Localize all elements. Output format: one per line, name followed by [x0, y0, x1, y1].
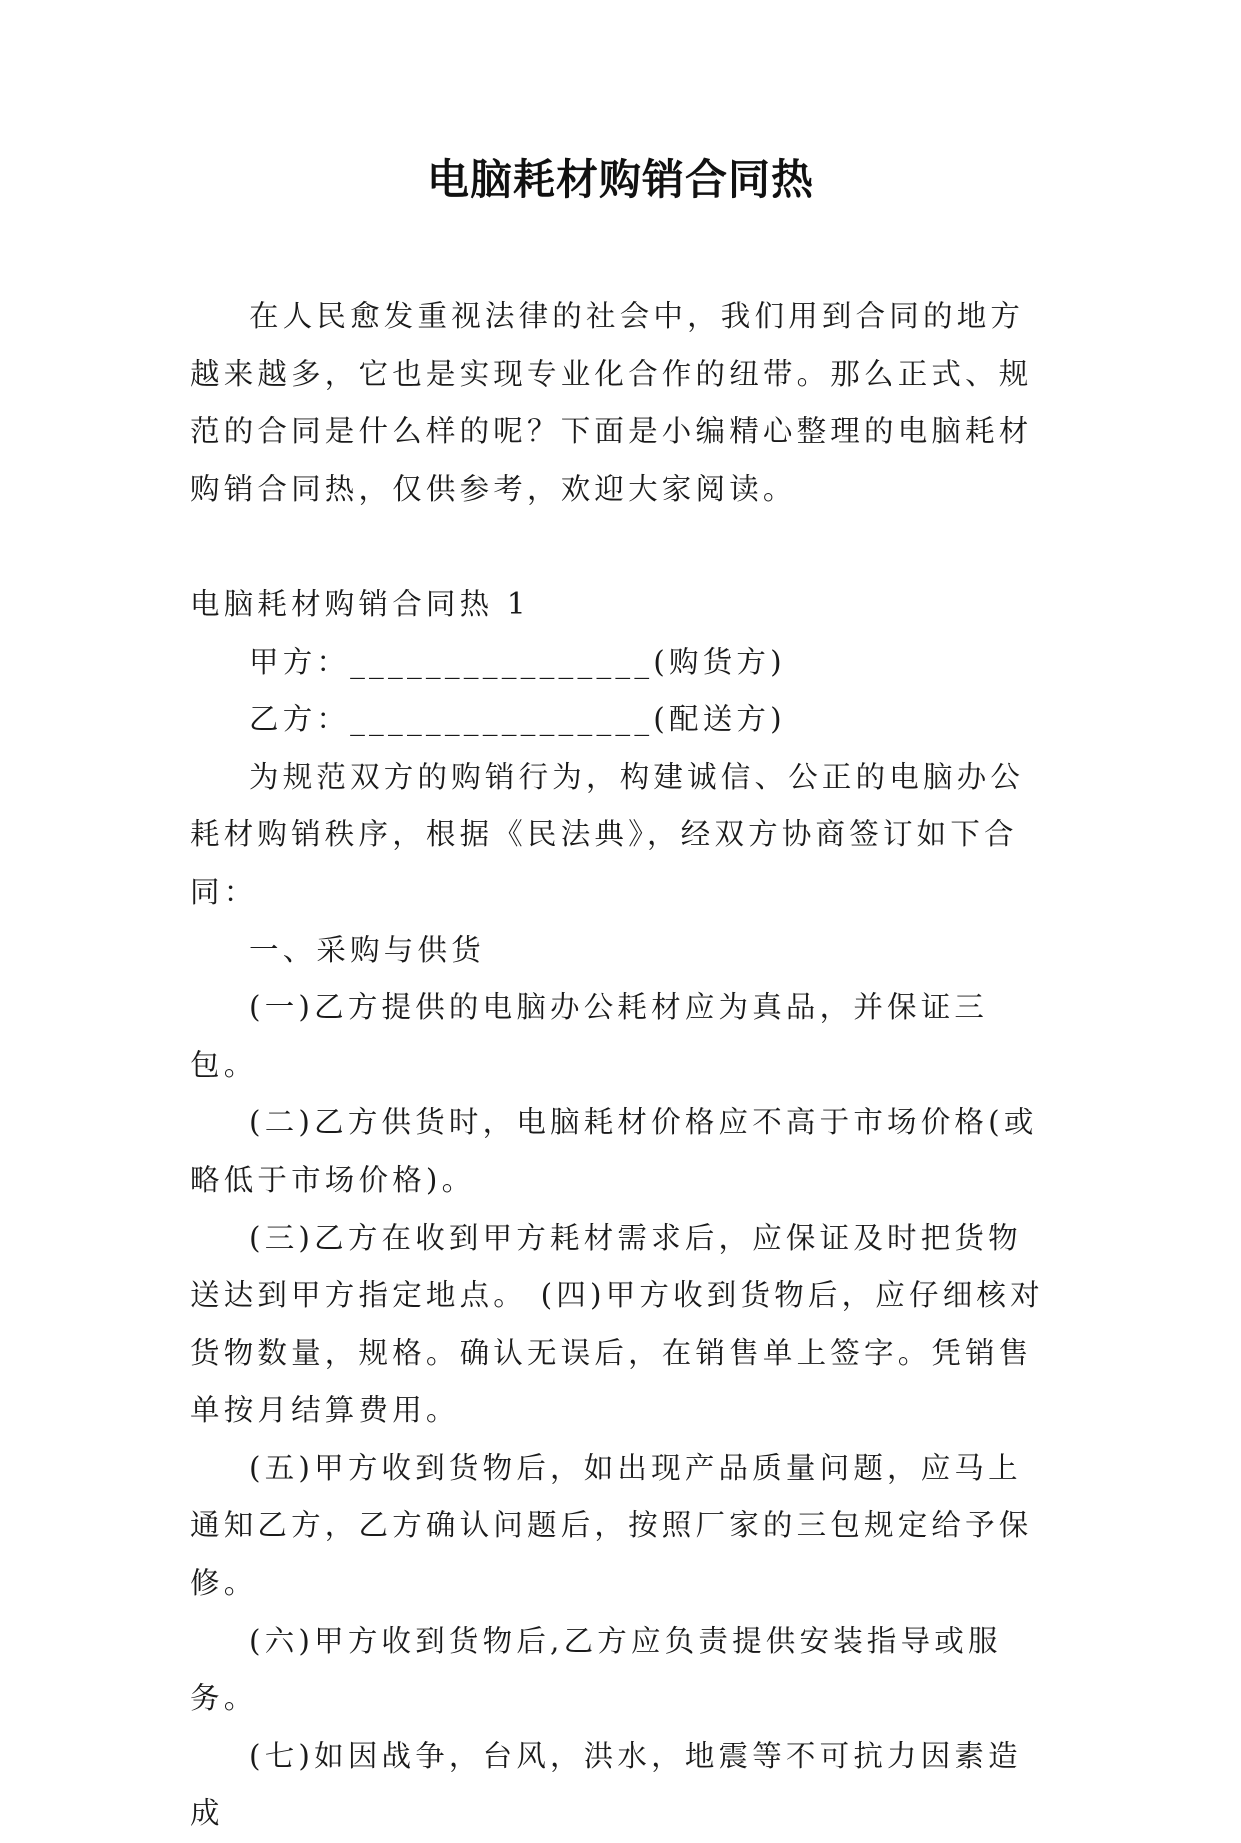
clause-3-4: (三)乙方在收到甲方耗材需求后，应保证及时把货物送达到甲方指定地点。 (四)甲方收到货物后，应仔细核对货物数量，规格。确认无误后，在销售单上签字。凭销售单按月结算费用。: [190, 1220, 1044, 1428]
section-heading: 电脑耗材购销合同热 1: [190, 586, 530, 621]
clause-2: (二)乙方供货时，电脑耗材价格应不高于市场价格(或略低于市场价格)。: [190, 1105, 1038, 1197]
article-1-heading: 一、采购与供货: [249, 932, 485, 967]
party-b-line: 乙方：________________(配送方): [249, 702, 786, 737]
paragraph-gap: [190, 518, 1050, 576]
clause-7: (七)如因战争，台风，洪水，地震等不可抗力因素造成: [190, 1738, 1022, 1831]
clause-6: (六)甲方收到货物后,乙方应负责提供安装指导或服务。: [190, 1623, 1002, 1716]
clause-5: (五)甲方收到货物后，如出现产品质量问题，应马上通知乙方，乙方确认问题后，按照厂家的三包规定给予保修。: [190, 1450, 1033, 1601]
party-a-line: 甲方：________________(购货方): [249, 644, 786, 679]
preamble-paragraph: 为规范双方的购销行为，构建诚信、公正的电脑办公耗材购销秩序，根据《民法典》，经双方协商签订如下合同：: [190, 759, 1025, 909]
clause-1: (一)乙方提供的电脑办公耗材应为真品，并保证三包。: [190, 990, 989, 1082]
document-title: 电脑耗材购销合同热: [426, 155, 814, 204]
document-body: [190, 288, 1050, 1843]
intro-paragraph: 在人民愈发重视法律的社会中，我们用到合同的地方越来越多，它也是实现专业化合作的纽带。那么正式、规范的合同是什么样的呢？下面是小编精心整理的电脑耗材购销合同热，仅供参考，欢迎大家阅读。: [190, 299, 1033, 506]
